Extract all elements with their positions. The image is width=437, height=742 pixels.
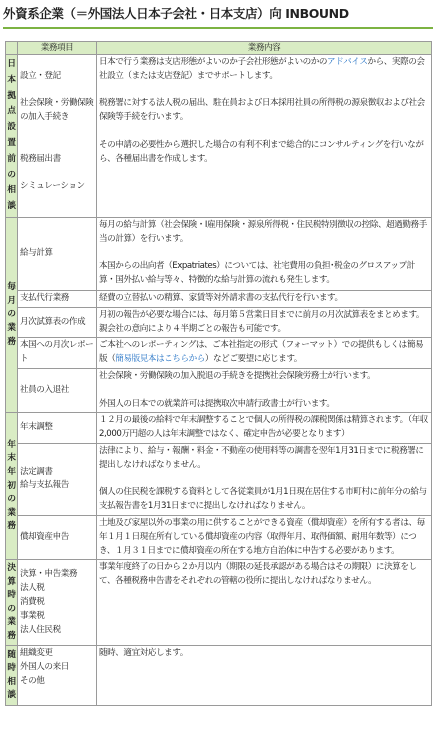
advice-link[interactable]: アドバイス xyxy=(327,57,368,67)
item-closing: 決算・申告業務 法人税 消費税 事業税 法人住民税 xyxy=(18,560,97,646)
header-item: 業務項目 xyxy=(18,42,97,55)
item-setup xyxy=(18,55,97,218)
sample-link[interactable]: 簡易版見本はこちらから xyxy=(115,354,205,365)
item-label: シミュレーション xyxy=(20,181,85,192)
item-other: 組織変更 外国人の来日 その他 xyxy=(18,646,97,706)
table-row xyxy=(6,218,432,291)
item-payroll: 給与計算 xyxy=(18,218,97,291)
category-other: 随 時 相 談 xyxy=(6,646,18,706)
header-content: 業務内容 xyxy=(97,42,432,55)
item-payment: 支払代行業務 xyxy=(18,291,97,308)
services-table xyxy=(5,41,432,706)
item-label: 税務届出書 xyxy=(20,153,61,164)
table-row xyxy=(6,443,432,515)
page-title: 外資系企業（＝外国法人日本子会社・日本支店）向 INBOUND xyxy=(3,6,349,21)
item-label: 設立・登記 xyxy=(20,70,61,81)
category-closing: 決 算 時 の 業 務 xyxy=(6,560,18,646)
table-header-row xyxy=(6,42,432,55)
table-row xyxy=(6,368,432,412)
title-divider xyxy=(3,27,433,29)
content-depreciable-assets: 土地及び家屋以外の事業の用に供することができる資産（償却資産）を所有する者は、毎年１月１日現在所有している償却資産の内容（取得年月、取得価額、耐用年数等）につき、１月３１日までに償却資産の所在する地方自治体に申告する必要があります。 xyxy=(97,515,432,559)
table-row xyxy=(6,413,432,444)
category-monthly: 毎 月 の 業 務 xyxy=(6,218,18,413)
content-setup: 日本で行う業務は支店形態がよいのか子会社形態がよいのかのアドバイスから、実際の会社設立（または支店登記）までサポートします。 税務署に対する法人税の届出、駐在員および日本採用社員の所得税の源泉徴収および社会保険等手続を行います。 その申請の必要性から選択した場合の有利不利まで総合的にコンサルティングを行いながら、各種届出書を作成します。 xyxy=(97,55,432,218)
item-monthly-statement: 月次試算表の作成 xyxy=(18,307,97,338)
content-closing: 事業年度終了の日から２か月以内（期限の延長承認がある場合はその期限）に決算をして、各種税務申告書をそれぞれの管轄の役所に提出しなければなりません。 xyxy=(97,560,432,646)
header-category-cell xyxy=(6,42,18,55)
content-other: 随時、適宜対応します。 xyxy=(97,646,432,706)
content-statutory-reports: 法律により、給与・報酬・料金・不動産の使用料等の調書を翌年1月31日までに税務署に提出しなければなりません。 個人の住民税を課税する資料として各従業員が1月1日現在居住する市町村に前年分の給与支払報告書を1月31日までに提出しなければなりません。 xyxy=(97,443,432,515)
item-year-end-adjustment: 年末調整 xyxy=(18,413,97,444)
item-hiring: 社員の入退社 xyxy=(18,368,97,412)
content-payment: 経費の立替払いの精算、家賃等対外請求書の支払代行を行います。 xyxy=(97,291,432,308)
content-payroll: 毎月の給与計算（社会保険・Ⅰ雇用保険・源泉所得税・住民税特別徴収の控除、超過勤務手当の計算）を行います。 本国からの出向者（Expatriates）については、社宅費用の負担･税金のグロスアップ計算・国外払い給与等々、特徴的な給与計算の流れも発生します。 xyxy=(97,218,432,291)
item-depreciable-assets: 償却資産申告 xyxy=(18,515,97,559)
table-row xyxy=(6,338,432,369)
category-yearend: 年 末 年 初 の 業 務 xyxy=(6,413,18,560)
item-label: 社会保険・労働保険の加入手続き xyxy=(20,98,94,123)
content-year-end-adjustment: １２月の最後の給料で年末調整することで個人の所得税の課税関係は精算されます。（年収2,000万円超の人は年末調整ではなく、確定申告が必要となります） xyxy=(97,413,432,444)
table-row xyxy=(6,560,432,646)
content-monthly-statement: 月初の報告が必要な場合には、毎月第５営業日目までに前月の月次試算表をまとめます。 親会社の意向により４半期ごとの報告も可能です。 xyxy=(97,307,432,338)
table-row xyxy=(6,291,432,308)
table-row xyxy=(6,307,432,338)
item-monthly-report: 本国への月次レポート xyxy=(18,338,97,369)
table-row xyxy=(6,515,432,559)
table-row xyxy=(6,646,432,706)
item-statutory-reports: 法定調書 給与支払報告 xyxy=(18,443,97,515)
category-setup: 日 本 拠 点 設 置 前 の 相 談 xyxy=(6,55,18,218)
table-row xyxy=(6,55,432,218)
content-hiring: 社会保険・労働保険の加入脱退の手続きを提携社会保険労務士が行います。 外国人の日本での就業許可は提携取次申請行政書士が行います。 xyxy=(97,368,432,412)
content-monthly-report: ご本社へのレポーティングは、ご本社指定の形式（フォーマット）での提供もしくは簡易版（簡易版見本はこちらから）などご要望に応じます。 xyxy=(97,338,432,369)
